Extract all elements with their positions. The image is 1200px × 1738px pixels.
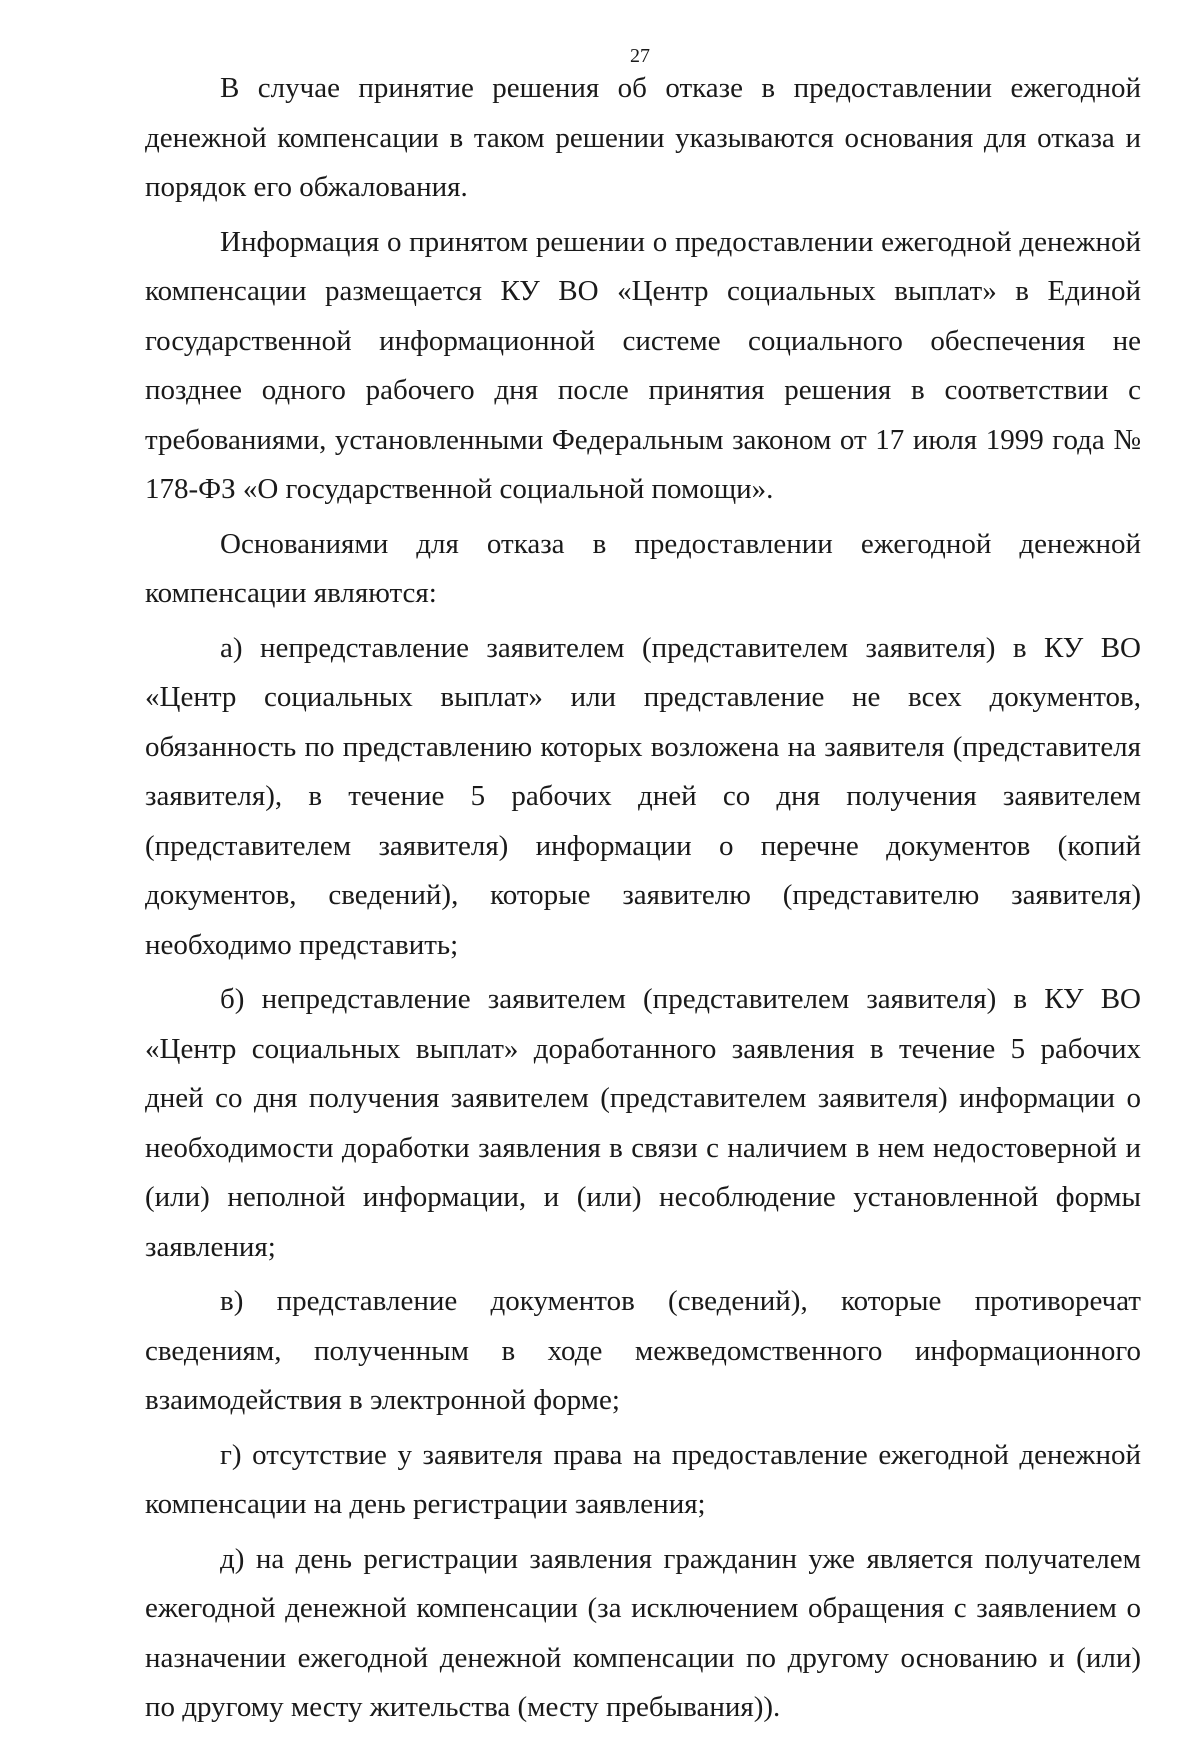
list-item-ground-v: в) представление документов (сведений), которые противоречат сведениям, полученным в ходе межведомственного информационного взаимодействия в электронной форме;	[145, 1285, 1141, 1416]
page-number: 27	[630, 45, 650, 67]
list-item-ground-g: г) отсутствие у заявителя права на предоставление ежегодной денежной компенсации на день регистрации заявления;	[145, 1438, 1141, 1520]
paragraph-information-posting: Информация о принятом решении о предоставлении ежегодной денежной компенсации размещается КУ ВО «Центр социальных выплат» в Единой государственной информационной системе социального обеспечения не позднее одного рабочего дня после принятия решения в соответствии с требованиями, установленными Федеральным законом от 17 июля 1999 года № 178-ФЗ «О государственной социальной помощи».	[145, 225, 1141, 505]
list-item-ground-d: д) на день регистрации заявления гражданин уже является получателем ежегодной денежной компенсации (за исключением обращения с заявлением о назначении ежегодной денежной компенсации по другому основанию и (или) по другому месту жительства (месту пребывания)).	[145, 1542, 1141, 1723]
list-item-ground-b: б) непредставление заявителем (представителем заявителя) в КУ ВО «Центр социальных выплат» доработанного заявления в течение 5 рабочих дней со дня получения заявителем (представителем заявителя) информации о необходимости доработки заявления в связи с наличием в нем недостоверной и (или) неполной информации, и (или) несоблюдение установленной формы заявления;	[145, 983, 1141, 1263]
document-body	[145, 64, 1141, 1738]
paragraph-grounds-intro: Основаниями для отказа в предоставлении ежегодной денежной компенсации являются:	[145, 527, 1141, 609]
list-item-ground-a: а) непредставление заявителем (представителем заявителя) в КУ ВО «Центр социальных выплат» или представление не всех документов, обязанность по представлению которых возложена на заявителя (представителя заявителя), в течение 5 рабочих дней со дня получения заявителем (представителем заявителя) информации о перечне документов (копий документов, сведений), которые заявителю (представителю заявителя) необходимо представить;	[145, 631, 1141, 961]
paragraph-refusal-decision: В случае принятие решения об отказе в предоставлении ежегодной денежной компенсации в таком решении указываются основания для отказа и порядок его обжалования.	[145, 72, 1141, 203]
